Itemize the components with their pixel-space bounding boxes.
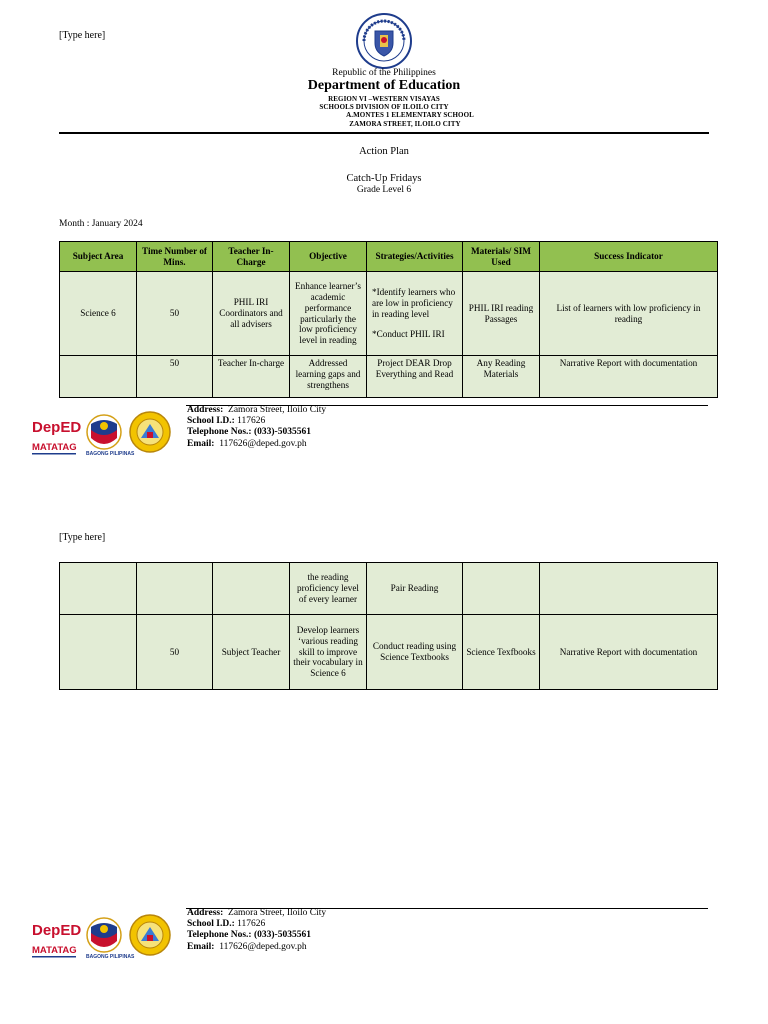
header-time: Time Number of Mins. — [137, 242, 213, 272]
strategy-item: *Identify learners who are low in proficiency in reading level — [372, 287, 456, 319]
document-title: Action Plan — [359, 146, 409, 157]
deped-logo-text: DepED — [32, 419, 82, 436]
deped-logo-text: DepED — [32, 922, 82, 939]
header-divider — [59, 132, 709, 134]
bagong-pilipinas-text: BAGONG PILIPINAS — [86, 451, 135, 457]
table-cell: 50 — [137, 272, 213, 356]
table-cell: Conduct reading using Science Textbooks — [367, 615, 463, 690]
division-label: SCHOOLS DIVISION OF ILOILO CITY — [319, 103, 449, 111]
table-cell — [60, 563, 137, 615]
footer-logos-svg — [31, 410, 181, 458]
table-row — [60, 615, 718, 690]
table-cell: Science Texfbooks — [463, 615, 540, 690]
department-title: Department of Education — [307, 78, 461, 93]
table-cell: Develop learners ‘various reading skill to improve their vocabulary in Science 6 — [290, 615, 367, 690]
footer-logos — [31, 913, 181, 961]
table-header-row — [60, 242, 718, 272]
region-label: REGION VI –WESTERN VISAYAS — [328, 95, 440, 103]
table-row — [60, 272, 718, 356]
table-cell: 50 — [137, 615, 213, 690]
table-cell: the reading proficiency level of every learner — [290, 563, 367, 615]
strategy-item: *Conduct PHIL IRI — [372, 328, 445, 339]
bagong-pilipinas-text: BAGONG PILIPINAS — [86, 954, 135, 960]
table-cell: Enhance learner’s academic performance particularly the low proficiency level in reading — [290, 272, 367, 356]
address-label: Address — [187, 908, 221, 918]
header-teacher: Teacher In-Charge — [213, 242, 290, 272]
table-cell — [60, 615, 137, 690]
table-row — [60, 356, 718, 398]
telephone-value: (033)-5035561 — [253, 427, 311, 438]
table-cell — [463, 563, 540, 615]
telephone-label: Telephone Nos. — [187, 930, 249, 941]
republic-label: Republic of the Philippines — [332, 68, 436, 78]
email-label: Email — [187, 438, 212, 449]
school-id-label: School I.D. — [187, 416, 232, 427]
table-cell: Teacher In-charge — [213, 356, 290, 398]
footer-contact: Address: Zamora Street, Iloilo City School I.D.: 117626 Telephone Nos.: (033)-5035561 Email: 117626@deped.gov.ph — [187, 405, 327, 449]
action-plan-table — [59, 241, 718, 398]
footer-logos-svg — [31, 913, 181, 961]
table-cell: PHIL IRI Coordinators and all advisers — [213, 272, 290, 356]
deped-seal-logo — [356, 13, 412, 69]
header-strategies: Strategies/Activities — [367, 242, 463, 272]
table-cell — [540, 563, 718, 615]
table-cell: Narrative Report with documentation — [540, 615, 718, 690]
table-cell: PHIL IRI reading Passages — [463, 272, 540, 356]
matatag-logo-text: MATATAG — [32, 442, 77, 453]
table-cell: Narrative Report with documentation — [540, 356, 718, 398]
school-label: A.MONTES 1 ELEMENTARY SCHOOL — [346, 111, 474, 119]
table-cell: Pair Reading — [367, 563, 463, 615]
address-value: Zamora Street, Iloilo City — [228, 908, 327, 918]
header-success-indicator: Success Indicator — [540, 242, 718, 272]
school-id-value: 117626 — [237, 919, 266, 930]
school-id-value: 117626 — [237, 416, 266, 427]
footer-logos — [31, 410, 181, 458]
address-value: Zamora Street, Iloilo City — [228, 405, 327, 415]
table-cell — [137, 563, 213, 615]
table-cell: Science 6 — [60, 272, 137, 356]
month-label: Month : January 2024 — [59, 219, 143, 229]
type-here-text: [Type here] — [59, 532, 106, 543]
matatag-logo-text: MATATAG — [32, 945, 77, 956]
table-cell: Addressed learning gaps and strengthens — [290, 356, 367, 398]
document-subtitle: Catch-Up Fridays — [346, 173, 422, 184]
type-here-text: [Type here] — [59, 30, 106, 41]
email-label: Email — [187, 941, 212, 952]
header-subject-area: Subject Area — [60, 242, 137, 272]
school-id-label: School I.D. — [187, 919, 232, 930]
table-cell: 50 — [137, 356, 213, 398]
header-materials: Materials/ SIM Used — [463, 242, 540, 272]
table-cell-strategies — [367, 272, 463, 356]
table-cell: Any Reading Materials — [463, 356, 540, 398]
table-cell: List of learners with low proficiency in reading — [540, 272, 718, 356]
grade-label: Grade Level 6 — [356, 185, 412, 195]
table-cell — [60, 356, 137, 398]
footer-contact: Address: Zamora Street, Iloilo City School I.D.: 117626 Telephone Nos.: (033)-5035561 Email: 117626@deped.gov.ph — [187, 908, 327, 952]
action-plan-table-continued — [59, 562, 718, 690]
table-row — [60, 563, 718, 615]
email-value: 117626@deped.gov.ph — [219, 438, 307, 449]
telephone-label: Telephone Nos. — [187, 427, 249, 438]
header-objective: Objective — [290, 242, 367, 272]
table-cell: Subject Teacher — [213, 615, 290, 690]
street-label: ZAMORA STREET, ILOILO CITY — [349, 120, 461, 128]
telephone-value: (033)-5035561 — [253, 930, 311, 941]
email-value: 117626@deped.gov.ph — [219, 941, 307, 952]
table-cell: Project DEAR Drop Everything and Read — [367, 356, 463, 398]
table-cell — [213, 563, 290, 615]
address-label: Address — [187, 405, 221, 415]
